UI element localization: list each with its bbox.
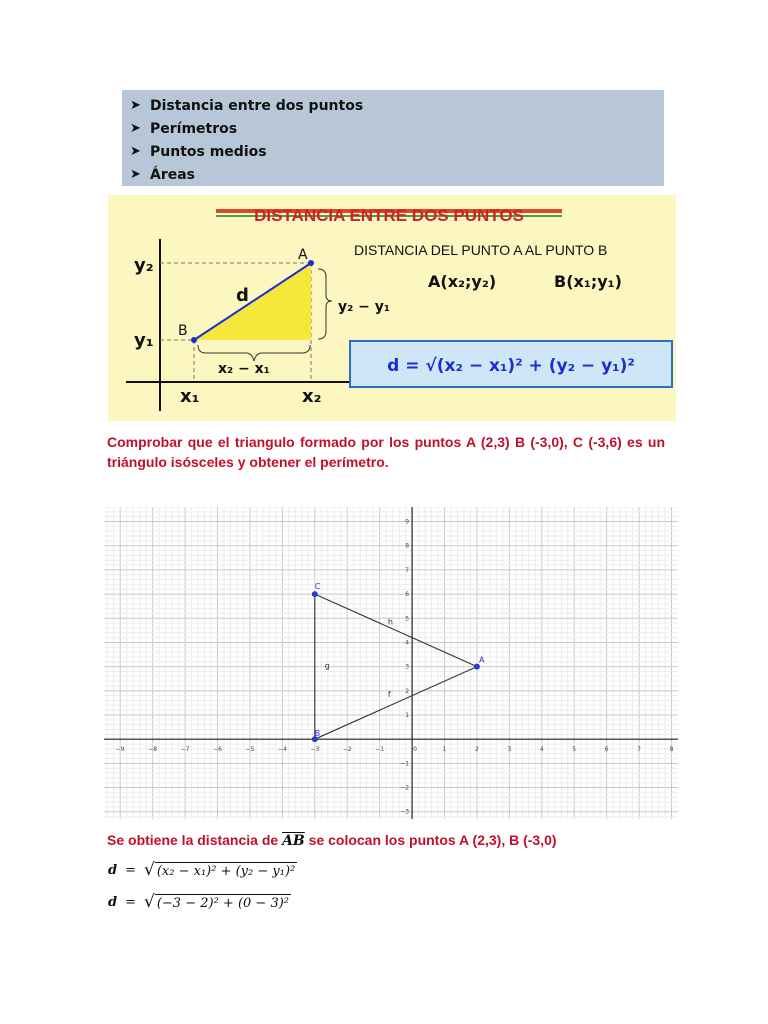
- y-tick-label: 3: [405, 663, 410, 671]
- x-tick-label: −1: [375, 746, 385, 754]
- point-label: B: [314, 729, 321, 739]
- point-label: A: [478, 655, 485, 665]
- formula-equals: =: [125, 862, 136, 878]
- x-tick-label: 7: [637, 746, 641, 754]
- x-tick-label: −7: [180, 746, 190, 754]
- topic-item: [130, 163, 664, 186]
- point-label: C: [314, 582, 321, 592]
- d-label: d: [236, 285, 249, 306]
- distance-formula-substituted: [108, 892, 291, 912]
- segment-label: g: [324, 661, 330, 671]
- x-tick-label: 8: [669, 746, 674, 754]
- arrow-bullet-icon: ➤: [130, 144, 141, 159]
- infographic-title: DISTANCIA ENTRE DOS PUNTOS: [254, 206, 524, 225]
- x-tick-label: −3: [310, 746, 320, 754]
- arrow-bullet-icon: ➤: [130, 167, 141, 182]
- formula-radicand: (−3 − 2)² + (0 − 3)²: [156, 895, 290, 911]
- point-a-label: A: [298, 247, 308, 263]
- y-tick-label: 5: [405, 615, 410, 623]
- x-tick-label: −4: [277, 746, 287, 754]
- infographic-figure: [108, 195, 676, 421]
- x-tick-label: −5: [245, 746, 255, 754]
- x-tick-label: 1: [442, 746, 447, 754]
- topic-label: Áreas: [150, 166, 196, 183]
- x-tick-label: 4: [539, 746, 544, 754]
- origin-label: 0: [413, 746, 417, 754]
- y2-label: y₂: [134, 255, 154, 276]
- sqrt-icon: √: [144, 892, 155, 912]
- distance-formula: d = √(x₂ − x₁)² + (y₂ − y₁)²: [387, 356, 635, 376]
- dx-label: x₂ − x₁: [218, 361, 270, 377]
- y-tick-label: 6: [405, 591, 410, 599]
- subtitle-suffix: se colocan los puntos A (2,3), B (-3,0): [304, 832, 557, 848]
- point-b-label: B: [178, 323, 188, 339]
- formula-lhs: d: [108, 862, 118, 878]
- subtitle-prefix: Se obtiene la distancia de: [107, 832, 283, 848]
- segment-label: f: [387, 689, 391, 699]
- x-tick-label: −8: [148, 746, 158, 754]
- problem-statement: Comprobar que el triangulo formado por los puntos A (2,3) B (-3,0), C (-3,6) es un triángulo isósceles y obtener el perímetro.: [107, 434, 665, 470]
- y-tick-label: 2: [405, 687, 410, 695]
- arrow-bullet-icon: ➤: [130, 98, 141, 113]
- y-tick-label: 7: [405, 566, 410, 574]
- y-tick-label: 1: [405, 712, 410, 719]
- graph-background: [104, 507, 678, 819]
- formula-lhs: d: [108, 894, 118, 910]
- x-tick-label: 5: [572, 746, 577, 754]
- y-tick-label: 4: [405, 639, 410, 647]
- x-tick-label: −9: [115, 746, 125, 754]
- x-tick-label: −6: [213, 746, 222, 754]
- graph-canvas: [104, 507, 678, 819]
- point-a-coords: A(x₂;y₂): [428, 272, 497, 291]
- topic-label: Puntos medios: [150, 143, 267, 160]
- y-tick-label: −2: [400, 784, 410, 792]
- coordinate-graph: [104, 507, 678, 819]
- y1-label: y₁: [134, 330, 154, 351]
- dy-label: y₂ − y₁: [338, 299, 390, 315]
- x-tick-label: −2: [342, 746, 352, 754]
- topic-label: Distancia entre dos puntos: [150, 97, 364, 114]
- formula-radicand: (x₂ − x₁)² + (y₂ − y₁)²: [156, 863, 296, 879]
- point-b-coords: B(x₁;y₁): [554, 272, 622, 291]
- topic-label: Perímetros: [150, 120, 238, 137]
- x-tick-label: 6: [604, 746, 609, 754]
- y-tick-label: −3: [400, 808, 410, 816]
- topic-item: [130, 117, 664, 140]
- arrow-bullet-icon: ➤: [130, 121, 141, 136]
- section-subtitle: [107, 832, 557, 849]
- x-tick-label: 2: [475, 746, 479, 754]
- distance-formula-general: [108, 860, 297, 880]
- sqrt-icon: √: [144, 860, 155, 880]
- topic-item: [130, 94, 664, 117]
- x1-label: x₁: [180, 386, 200, 407]
- x2-label: x₂: [302, 386, 322, 407]
- segment-label: h: [387, 617, 393, 627]
- y-tick-label: 9: [405, 518, 410, 526]
- topics-box: [122, 90, 664, 186]
- point-c: [312, 591, 318, 597]
- y-tick-label: 8: [405, 542, 410, 550]
- distance-infographic: [108, 195, 676, 421]
- topic-item: [130, 140, 664, 163]
- y-tick-label: −1: [400, 760, 410, 768]
- segment-ab: $\overline{AB}$: [282, 833, 305, 849]
- x-tick-label: 3: [507, 746, 512, 754]
- infographic-subtitle: DISTANCIA DEL PUNTO A AL PUNTO B: [354, 242, 608, 258]
- formula-equals: =: [125, 894, 136, 910]
